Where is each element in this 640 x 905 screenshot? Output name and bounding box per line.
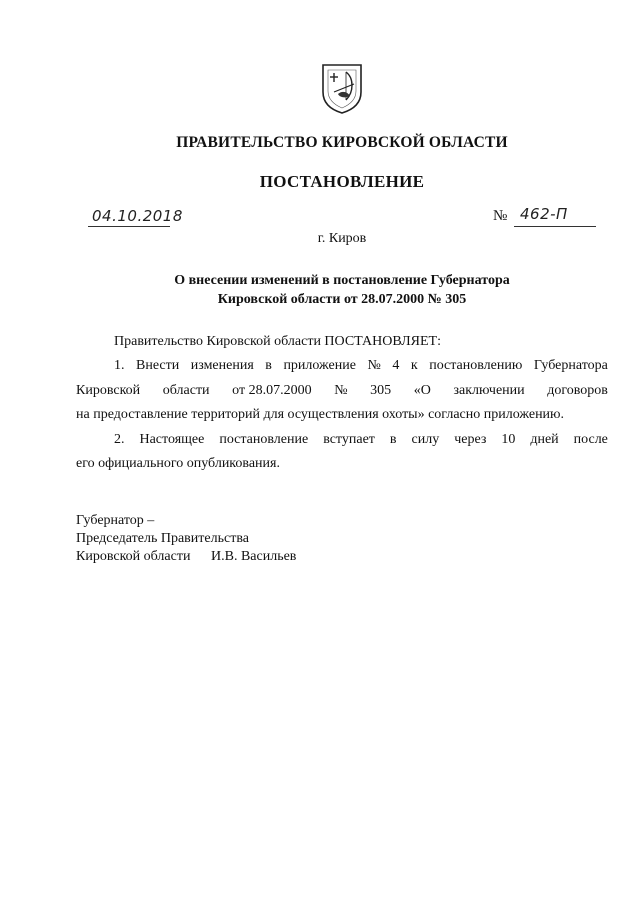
city-line: г. Киров [317,231,367,246]
item1-line1 [114,358,608,374]
word: изменения [190,358,254,373]
subject-line-1: О внесении изменений в постановление Губернатора [174,273,510,288]
word: Настоящее [139,432,205,447]
word: Губернатора [533,358,608,373]
word: 305 [370,383,392,398]
item1-line2 [76,383,608,399]
word: заключении [453,383,525,398]
number-sign: № [493,208,508,224]
document-type-heading: ПОСТАНОВЛЕНИЕ [259,172,425,191]
document-number: 462-П [520,205,568,223]
word: постановлению [429,358,523,373]
word: 4 [392,358,400,373]
word: Кировской [76,383,141,398]
word: через [454,432,487,447]
subject-heading [0,271,640,309]
word: силу [411,432,440,447]
word: постановление [219,432,309,447]
word: вступает [323,432,375,447]
signature-title-line1: Губернатор – [76,513,155,528]
word: от 28.07.2000 [232,383,312,398]
word: в [389,432,397,447]
word: дней [530,432,559,447]
date-underline [88,226,170,227]
signature-org: Кировской области [76,549,191,564]
number-underline [514,226,596,227]
item2-number: 2. [114,432,125,447]
item1-line3: на предоставление территорий для осуществления охоты» согласно приложению. [76,407,565,422]
word: № [334,383,348,398]
word: в [265,358,272,373]
word: к [410,358,418,373]
item2-line1 [114,432,608,448]
word: «О [413,383,431,398]
organization-title: ПРАВИТЕЛЬСТВО КИРОВСКОЙ ОБЛАСТИ [176,134,508,151]
word: области [162,383,210,398]
signature-title-line2: Председатель Правительства [76,531,249,546]
word: 10 [501,432,516,447]
word: после [573,432,608,447]
coat-of-arms-icon [320,62,364,114]
word: приложение [283,358,356,373]
word: № [367,358,381,373]
word: Внести [136,358,180,373]
document-date: 04.10.2018 [92,207,183,225]
item1-number: 1. [114,358,125,373]
item2-line2: его официального опубликования. [76,456,280,471]
subject-line-2: Кировской области от 28.07.2000 № 305 [217,292,467,307]
word: договоров [547,383,608,398]
signatory-name: И.В. Васильев [211,549,297,564]
preamble: Правительство Кировской области ПОСТАНОВЛЯЕТ: [114,334,441,349]
